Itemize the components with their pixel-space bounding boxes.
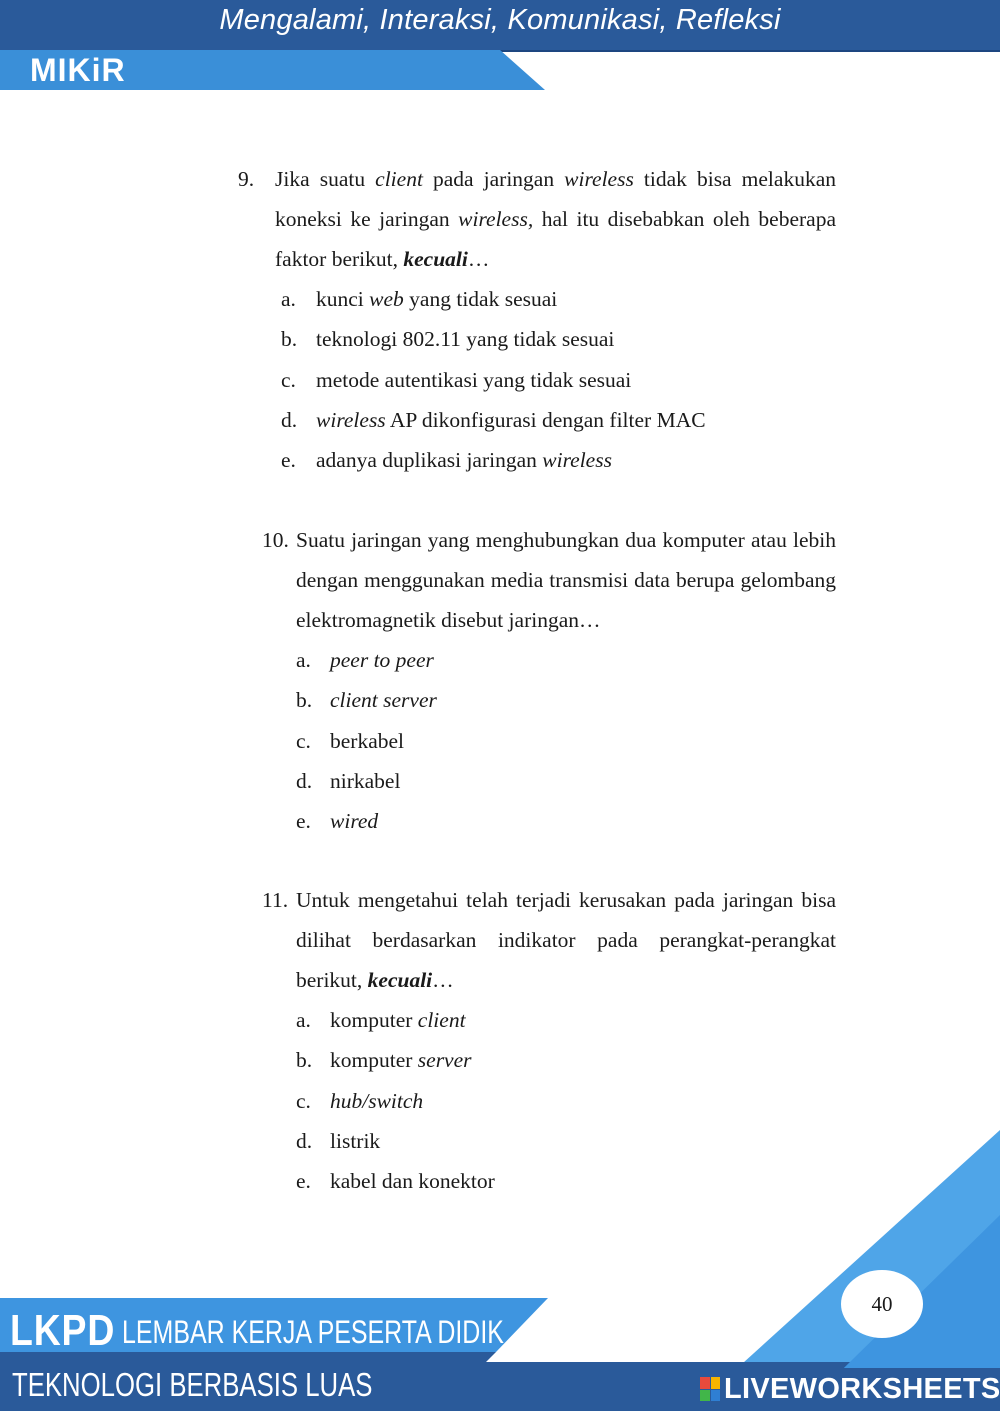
subject-label: TEKNOLOGI BERBASIS LUAS — [12, 1366, 373, 1403]
option-b[interactable]: b. client server — [296, 688, 437, 713]
page-number: 40 — [841, 1270, 923, 1338]
option-c[interactable]: c. metode autentikasi yang tidak sesuai — [281, 367, 632, 392]
watermark-text: LIVEWORKSHEETS — [724, 1372, 1000, 1405]
option-a[interactable]: a. peer to peer — [296, 648, 434, 672]
option-e[interactable]: e. wired — [296, 809, 379, 834]
lkpd-label: LKPD — [10, 1306, 116, 1355]
question-number: 9. — [238, 167, 255, 191]
option-e[interactable]: e. kabel dan konektor — [296, 1169, 495, 1194]
liveworksheets-logo-icon — [700, 1377, 720, 1401]
option-d[interactable]: d. nirkabel — [296, 768, 401, 793]
option-b[interactable]: b. teknologi 802.11 yang tidak sesuai — [281, 327, 615, 352]
option-c[interactable]: c. berkabel — [296, 728, 405, 753]
question-stem: Untuk mengetahui telah terjadi kerusakan pada jaringan bisa dilihat berdasarkan indikator pada perangkat-perangkat berikut, kecuali… — [296, 888, 836, 992]
option-b[interactable]: b. komputer server — [296, 1048, 472, 1073]
option-e[interactable]: e. adanya duplikasi jaringan wireless — [281, 448, 612, 473]
header-tab-label: MIKiR — [30, 52, 126, 88]
question-stem: Suatu jaringan yang menghubungkan dua komputer atau lebih dengan menggunakan media transmisi data berupa gelombang elektromagnetik disebut jaringan… — [296, 528, 836, 632]
lkpd-subtitle: LEMBAR KERJA PESERTA DIDIK — [122, 1314, 504, 1350]
question-number: 10. — [262, 528, 289, 552]
option-c[interactable]: c. hub/switch — [296, 1088, 424, 1113]
question-stem: Jika suatu client pada jaringan wireless tidak bisa melakukan koneksi ke jaringan wireless, hal itu disebabkan oleh beberapa faktor berikut, kecuali… — [275, 167, 837, 271]
header-title: Mengalami, Interaksi, Komunikasi, Refleksi — [219, 4, 781, 36]
option-d[interactable]: d. listrik — [296, 1128, 381, 1153]
question-number: 11. — [262, 888, 289, 912]
liveworksheets-watermark[interactable] — [700, 1372, 1000, 1406]
option-d[interactable]: d. wireless AP dikonfigurasi dengan filter MAC — [281, 407, 706, 432]
option-a[interactable]: a. kunci web yang tidak sesuai — [281, 287, 558, 311]
option-a[interactable]: a. komputer client — [296, 1008, 466, 1032]
